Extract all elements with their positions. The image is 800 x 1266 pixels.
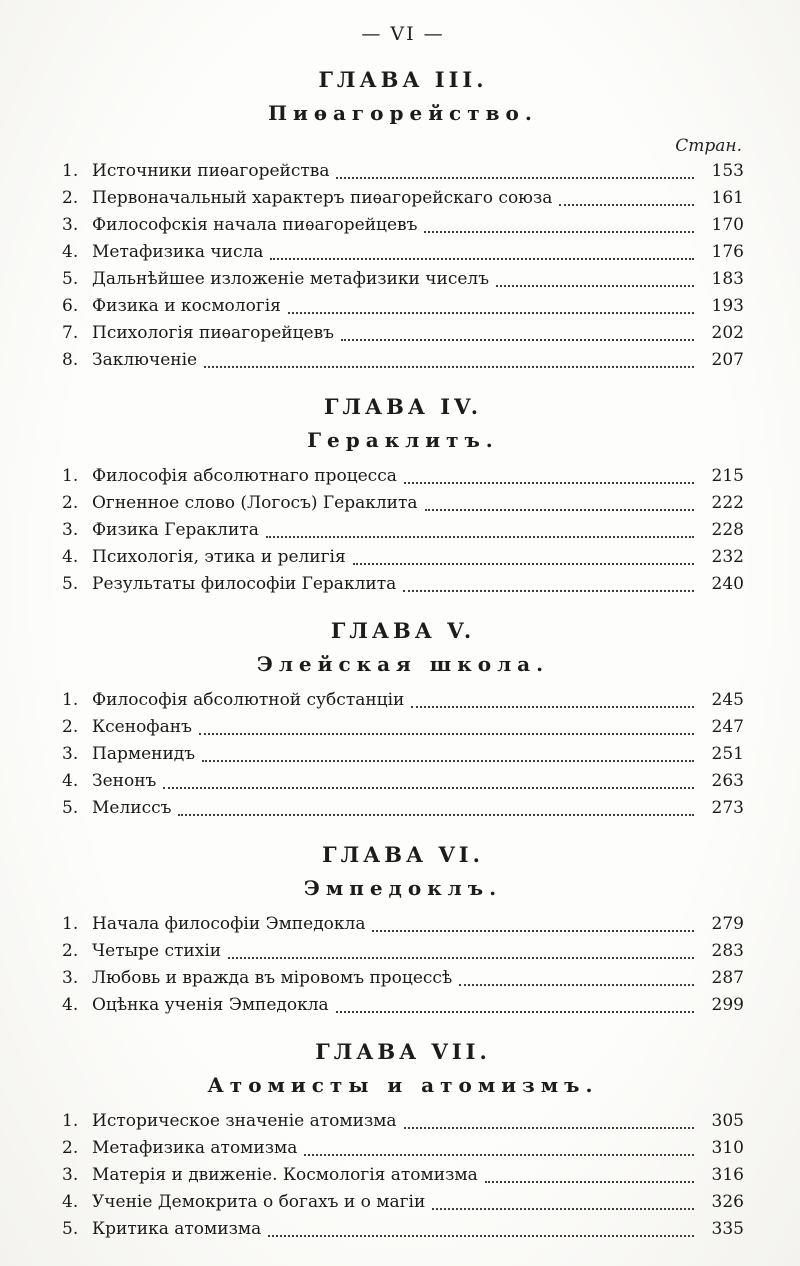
entry-page: 228	[711, 520, 744, 540]
entry-title: Зенонъ	[92, 771, 157, 791]
leader-dots	[459, 984, 694, 986]
entry-page: 183	[711, 269, 744, 289]
entry-page: 335	[711, 1219, 744, 1239]
entry-number: 5.	[62, 1219, 79, 1239]
leader-dots	[485, 1181, 694, 1183]
leader-dots	[199, 733, 694, 735]
entry-page: 193	[711, 296, 744, 316]
entry-number: 7.	[62, 323, 79, 343]
entry-page: 287	[711, 968, 744, 988]
leader-dots	[304, 1154, 694, 1156]
toc-chapter	[62, 67, 744, 374]
toc-entry	[62, 266, 744, 293]
toc-entry	[62, 1108, 744, 1135]
leader-dots	[425, 509, 694, 511]
toc-entry	[62, 544, 744, 571]
entry-title: Начала философіи Эмпедокла	[92, 914, 366, 934]
entry-title: Психологія пиѳагорейцевъ	[92, 323, 334, 343]
entry-number: 8.	[62, 350, 79, 370]
entry-title: Ксенофанъ	[92, 717, 192, 737]
chapter-subtitle: Эмпедоклъ.	[303, 876, 503, 900]
leader-dots	[268, 1235, 694, 1237]
entry-page: 240	[711, 574, 744, 594]
leader-dots	[404, 1127, 694, 1129]
leader-dots	[336, 177, 694, 179]
chapter-subtitle: Элейская школа.	[256, 652, 550, 676]
entry-number: 5.	[62, 269, 79, 289]
toc-entry	[62, 347, 744, 374]
entry-page: 215	[711, 466, 744, 486]
entry-number: 5.	[62, 574, 79, 594]
entry-title: Историческое значеніе атомизма	[92, 1111, 397, 1131]
toc-entry	[62, 795, 744, 822]
chapter-heading: ГЛАВА VII.	[315, 1039, 491, 1064]
chapter-heading: ГЛАВА IV.	[323, 394, 483, 419]
toc-entry	[62, 965, 744, 992]
entry-number: 2.	[62, 941, 79, 961]
entry-title: Философія абсолютной субстанціи	[92, 690, 405, 710]
entry-number: 4.	[62, 1192, 79, 1212]
leader-dots	[403, 590, 694, 592]
entry-number: 4.	[62, 771, 79, 791]
leader-dots	[163, 787, 694, 789]
toc-entry	[62, 320, 744, 347]
leader-dots	[559, 204, 694, 206]
entry-title: Психологія, этика и религія	[92, 547, 346, 567]
entry-page: 299	[711, 995, 744, 1015]
entry-number: 1.	[62, 914, 79, 934]
entry-number: 2.	[62, 493, 79, 513]
toc-chapter	[62, 618, 744, 822]
leader-dots	[496, 285, 694, 287]
entry-page: 283	[711, 941, 744, 961]
entry-title: Метафизика числа	[92, 242, 264, 262]
entry-page: 326	[711, 1192, 744, 1212]
toc-entry	[62, 1162, 744, 1189]
leader-dots	[432, 1208, 694, 1210]
entry-page: 176	[711, 242, 744, 262]
leader-dots	[288, 312, 694, 314]
entry-title: Заключеніе	[92, 350, 198, 370]
toc-entry	[62, 1216, 744, 1243]
entry-number: 4.	[62, 995, 79, 1015]
entry-number: 1.	[62, 466, 79, 486]
leader-dots	[404, 482, 694, 484]
toc-entry	[62, 239, 744, 266]
entry-page: 279	[711, 914, 744, 934]
entry-title: Источники пиѳагорейства	[92, 161, 330, 181]
entry-page: 251	[711, 744, 744, 764]
leader-dots	[336, 1011, 694, 1013]
entry-page: 305	[711, 1111, 744, 1131]
toc-entry	[62, 768, 744, 795]
entry-number: 2.	[62, 1138, 79, 1158]
toc-entry	[62, 911, 744, 938]
entry-page: 170	[711, 215, 744, 235]
entry-number: 1.	[62, 690, 79, 710]
entry-title: Философскія начала пиѳагорейцевъ	[92, 215, 418, 235]
chapter-heading: ГЛАВА III.	[318, 67, 488, 92]
entry-number: 3.	[62, 744, 79, 764]
entry-title: Оцѣнка ученія Эмпедокла	[92, 995, 329, 1015]
leader-dots	[270, 258, 694, 260]
entry-number: 4.	[62, 242, 79, 262]
toc-entry	[62, 741, 744, 768]
entry-page: 273	[711, 798, 744, 818]
toc-entry	[62, 293, 744, 320]
leader-dots	[372, 930, 694, 932]
leader-dots	[204, 366, 694, 368]
toc-chapter	[62, 394, 744, 598]
entry-number: 3.	[62, 215, 79, 235]
chapter-subtitle: Атомисты и атомизмъ.	[207, 1073, 599, 1097]
entry-title: Любовь и вражда въ міровомъ процессѣ	[92, 968, 453, 988]
entry-page: 222	[711, 493, 744, 513]
entry-page: 161	[711, 188, 744, 208]
toc-entry	[62, 1189, 744, 1216]
chapter-entries	[62, 1108, 744, 1243]
entry-title: Матерія и движеніе. Космологія атомизма	[92, 1165, 478, 1185]
leader-dots	[178, 814, 694, 816]
entry-title: Мелиссъ	[92, 798, 172, 818]
entry-title: Критика атомизма	[92, 1219, 262, 1239]
chapter-subtitle: Гераклитъ.	[307, 428, 499, 452]
entry-number: 2.	[62, 717, 79, 737]
chapter-entries	[62, 687, 744, 822]
leader-dots	[424, 231, 694, 233]
entry-title: Четыре стихіи	[92, 941, 222, 961]
entry-number: 3.	[62, 520, 79, 540]
entry-page: 263	[711, 771, 744, 791]
entry-title: Физика и космологія	[92, 296, 281, 316]
leader-dots	[341, 339, 694, 341]
entry-page: 247	[711, 717, 744, 737]
entry-number: 4.	[62, 547, 79, 567]
toc-entry	[62, 463, 744, 490]
chapter-entries	[62, 158, 744, 374]
entry-number: 5.	[62, 798, 79, 818]
entry-page: 153	[711, 161, 744, 181]
table-of-contents	[62, 67, 744, 1243]
toc-entry	[62, 185, 744, 212]
entry-title: Метафизика атомизма	[92, 1138, 298, 1158]
toc-entry	[62, 490, 744, 517]
entry-number: 6.	[62, 296, 79, 316]
entry-title: Дальнѣйшее изложеніе метафизики чиселъ	[92, 269, 490, 289]
chapter-entries	[62, 911, 744, 1019]
entry-number: 1.	[62, 161, 79, 181]
entry-page: 207	[711, 350, 744, 370]
entry-number: 1.	[62, 1111, 79, 1131]
entry-title: Парменидъ	[92, 744, 196, 764]
entry-page: 316	[711, 1165, 744, 1185]
toc-chapter	[62, 842, 744, 1019]
entry-title: Ученіе Демокрита о богахъ и о магіи	[92, 1192, 426, 1212]
leader-dots	[353, 563, 694, 565]
pages-column-label: Стран.	[675, 136, 742, 156]
leader-dots	[202, 760, 694, 762]
entry-title: Физика Гераклита	[92, 520, 259, 540]
chapter-subtitle: Пиѳагорейство.	[268, 101, 538, 125]
entry-number: 2.	[62, 188, 79, 208]
entry-number: 3.	[62, 1165, 79, 1185]
entry-page: 202	[711, 323, 744, 343]
toc-entry	[62, 158, 744, 185]
toc-entry	[62, 687, 744, 714]
entry-title: Результаты философіи Гераклита	[92, 574, 397, 594]
chapter-heading: ГЛАВА V.	[330, 618, 476, 643]
toc-entry	[62, 212, 744, 239]
entry-title: Первоначальный характеръ пиѳагорейскаго союза	[92, 188, 553, 208]
entry-title: Философія абсолютнаго процесса	[92, 466, 397, 486]
entry-title: Огненное слово (Логосъ) Гераклита	[92, 493, 418, 513]
leader-dots	[411, 706, 694, 708]
toc-entry	[62, 571, 744, 598]
page-number-header: — VI —	[361, 23, 445, 45]
entry-number: 3.	[62, 968, 79, 988]
entry-page: 232	[711, 547, 744, 567]
entry-page: 245	[711, 690, 744, 710]
chapter-heading: ГЛАВА VI.	[322, 842, 484, 867]
leader-dots	[228, 957, 694, 959]
toc-entry	[62, 992, 744, 1019]
entry-page: 310	[711, 1138, 744, 1158]
chapter-entries	[62, 463, 744, 598]
toc-entry	[62, 517, 744, 544]
toc-entry	[62, 714, 744, 741]
toc-chapter	[62, 1039, 744, 1243]
toc-entry	[62, 938, 744, 965]
leader-dots	[266, 536, 694, 538]
toc-entry	[62, 1135, 744, 1162]
